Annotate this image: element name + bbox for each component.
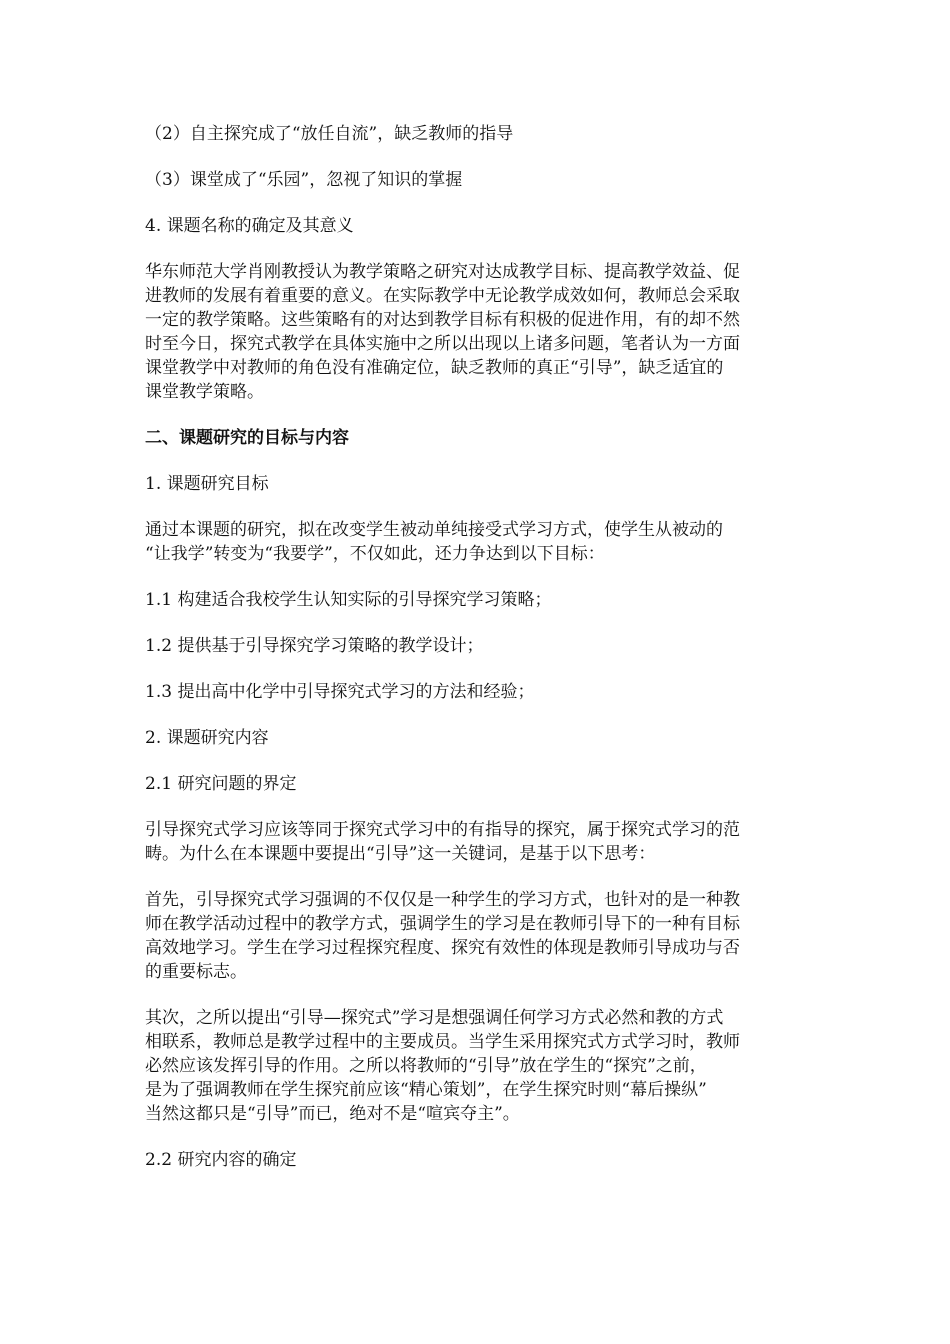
text-line: 师在教学活动过程中的教学方式，强调学生的学习是在教师引导下的一种有目标 <box>145 914 740 934</box>
heading-problem-definition: 2.1 研究问题的界定 <box>145 774 297 794</box>
text-line: 进教师的发展有着重要的意义。在实际教学中无论教学成效如何，教师总会采取 <box>145 286 740 306</box>
text-line: 相联系，教师总是教学过程中的主要成员。当学生采用探究式方式学习时，教师 <box>145 1032 740 1052</box>
list-item-2: （2）自主探究成了“放任自流”，缺乏教师的指导 <box>145 124 514 144</box>
text-line: 当然这都只是“引导”而已，绝对不是“喧宾夺主”。 <box>145 1104 520 1124</box>
paragraph-secondly <box>145 1006 810 1126</box>
section-title-goals-content: 二、课题研究的目标与内容 <box>145 428 349 448</box>
text-line: 首先，引导探究式学习强调的不仅仅是一种学生的学习方式，也针对的是一种教 <box>145 890 740 910</box>
text-line: 高效地学习。学生在学习过程探究程度、探究有效性的体现是教师引导成功与否 <box>145 938 740 958</box>
text-line: 时至今日，探究式教学在具体实施中之所以出现以上诸多问题，笔者认为一方面 <box>145 334 740 354</box>
text-line: 其次，之所以提出“引导—探究式”学习是想强调任何学习方式必然和教的方式 <box>145 1008 724 1028</box>
text-line: 必然应该发挥引导的作用。之所以将教师的“引导”放在学生的“探究”之前， <box>145 1056 707 1076</box>
text-line: “让我学”转变为“我要学”，不仅如此，还力争达到以下目标： <box>145 544 605 564</box>
paragraph-firstly <box>145 888 810 984</box>
list-item-3: （3）课堂成了“乐园”，忽视了知识的掌握 <box>145 170 463 190</box>
heading-content-determination: 2.2 研究内容的确定 <box>145 1150 297 1170</box>
heading-research-goals: 1. 课题研究目标 <box>145 474 269 494</box>
text-line: 一定的教学策略。这些策略有的对达到教学目标有积极的促进作用，有的却不然 <box>145 310 740 330</box>
paragraph-guided-inquiry <box>145 818 810 866</box>
goal-item-1-1: 1.1 构建适合我校学生认知实际的引导探究学习策略； <box>145 590 552 610</box>
text-line: 通过本课题的研究，拟在改变学生被动单纯接受式学习方式，使学生从被动的 <box>145 520 723 540</box>
paragraph-goals-intro <box>145 518 810 566</box>
text-line: 是为了强调教师在学生探究前应该“精心策划”，在学生探究时则“幕后操纵” <box>145 1080 707 1100</box>
goal-item-1-2: 1.2 提供基于引导探究学习策略的教学设计； <box>145 636 484 656</box>
heading-research-content: 2. 课题研究内容 <box>145 728 269 748</box>
goal-item-1-3: 1.3 提出高中化学中引导探究式学习的方法和经验； <box>145 682 535 702</box>
text-line: 引导探究式学习应该等同于探究式学习中的有指导的探究，属于探究式学习的范 <box>145 820 740 840</box>
text-line: 课堂教学策略。 <box>145 382 264 402</box>
text-line: 的重要标志。 <box>145 962 247 982</box>
text-line: 课堂教学中对教师的角色没有准确定位，缺乏教师的真正“引导”，缺乏适宜的 <box>145 358 724 378</box>
text-line: 华东师范大学肖刚教授认为教学策略之研究对达成教学目标、提高教学效益、促 <box>145 262 740 282</box>
heading-topic-name: 4. 课题名称的确定及其意义 <box>145 216 354 236</box>
document-page <box>145 122 810 1194</box>
text-line: 畴。为什么在本课题中要提出“引导”这一关键词，是基于以下思考： <box>145 844 656 864</box>
paragraph-teaching-strategy <box>145 260 810 404</box>
